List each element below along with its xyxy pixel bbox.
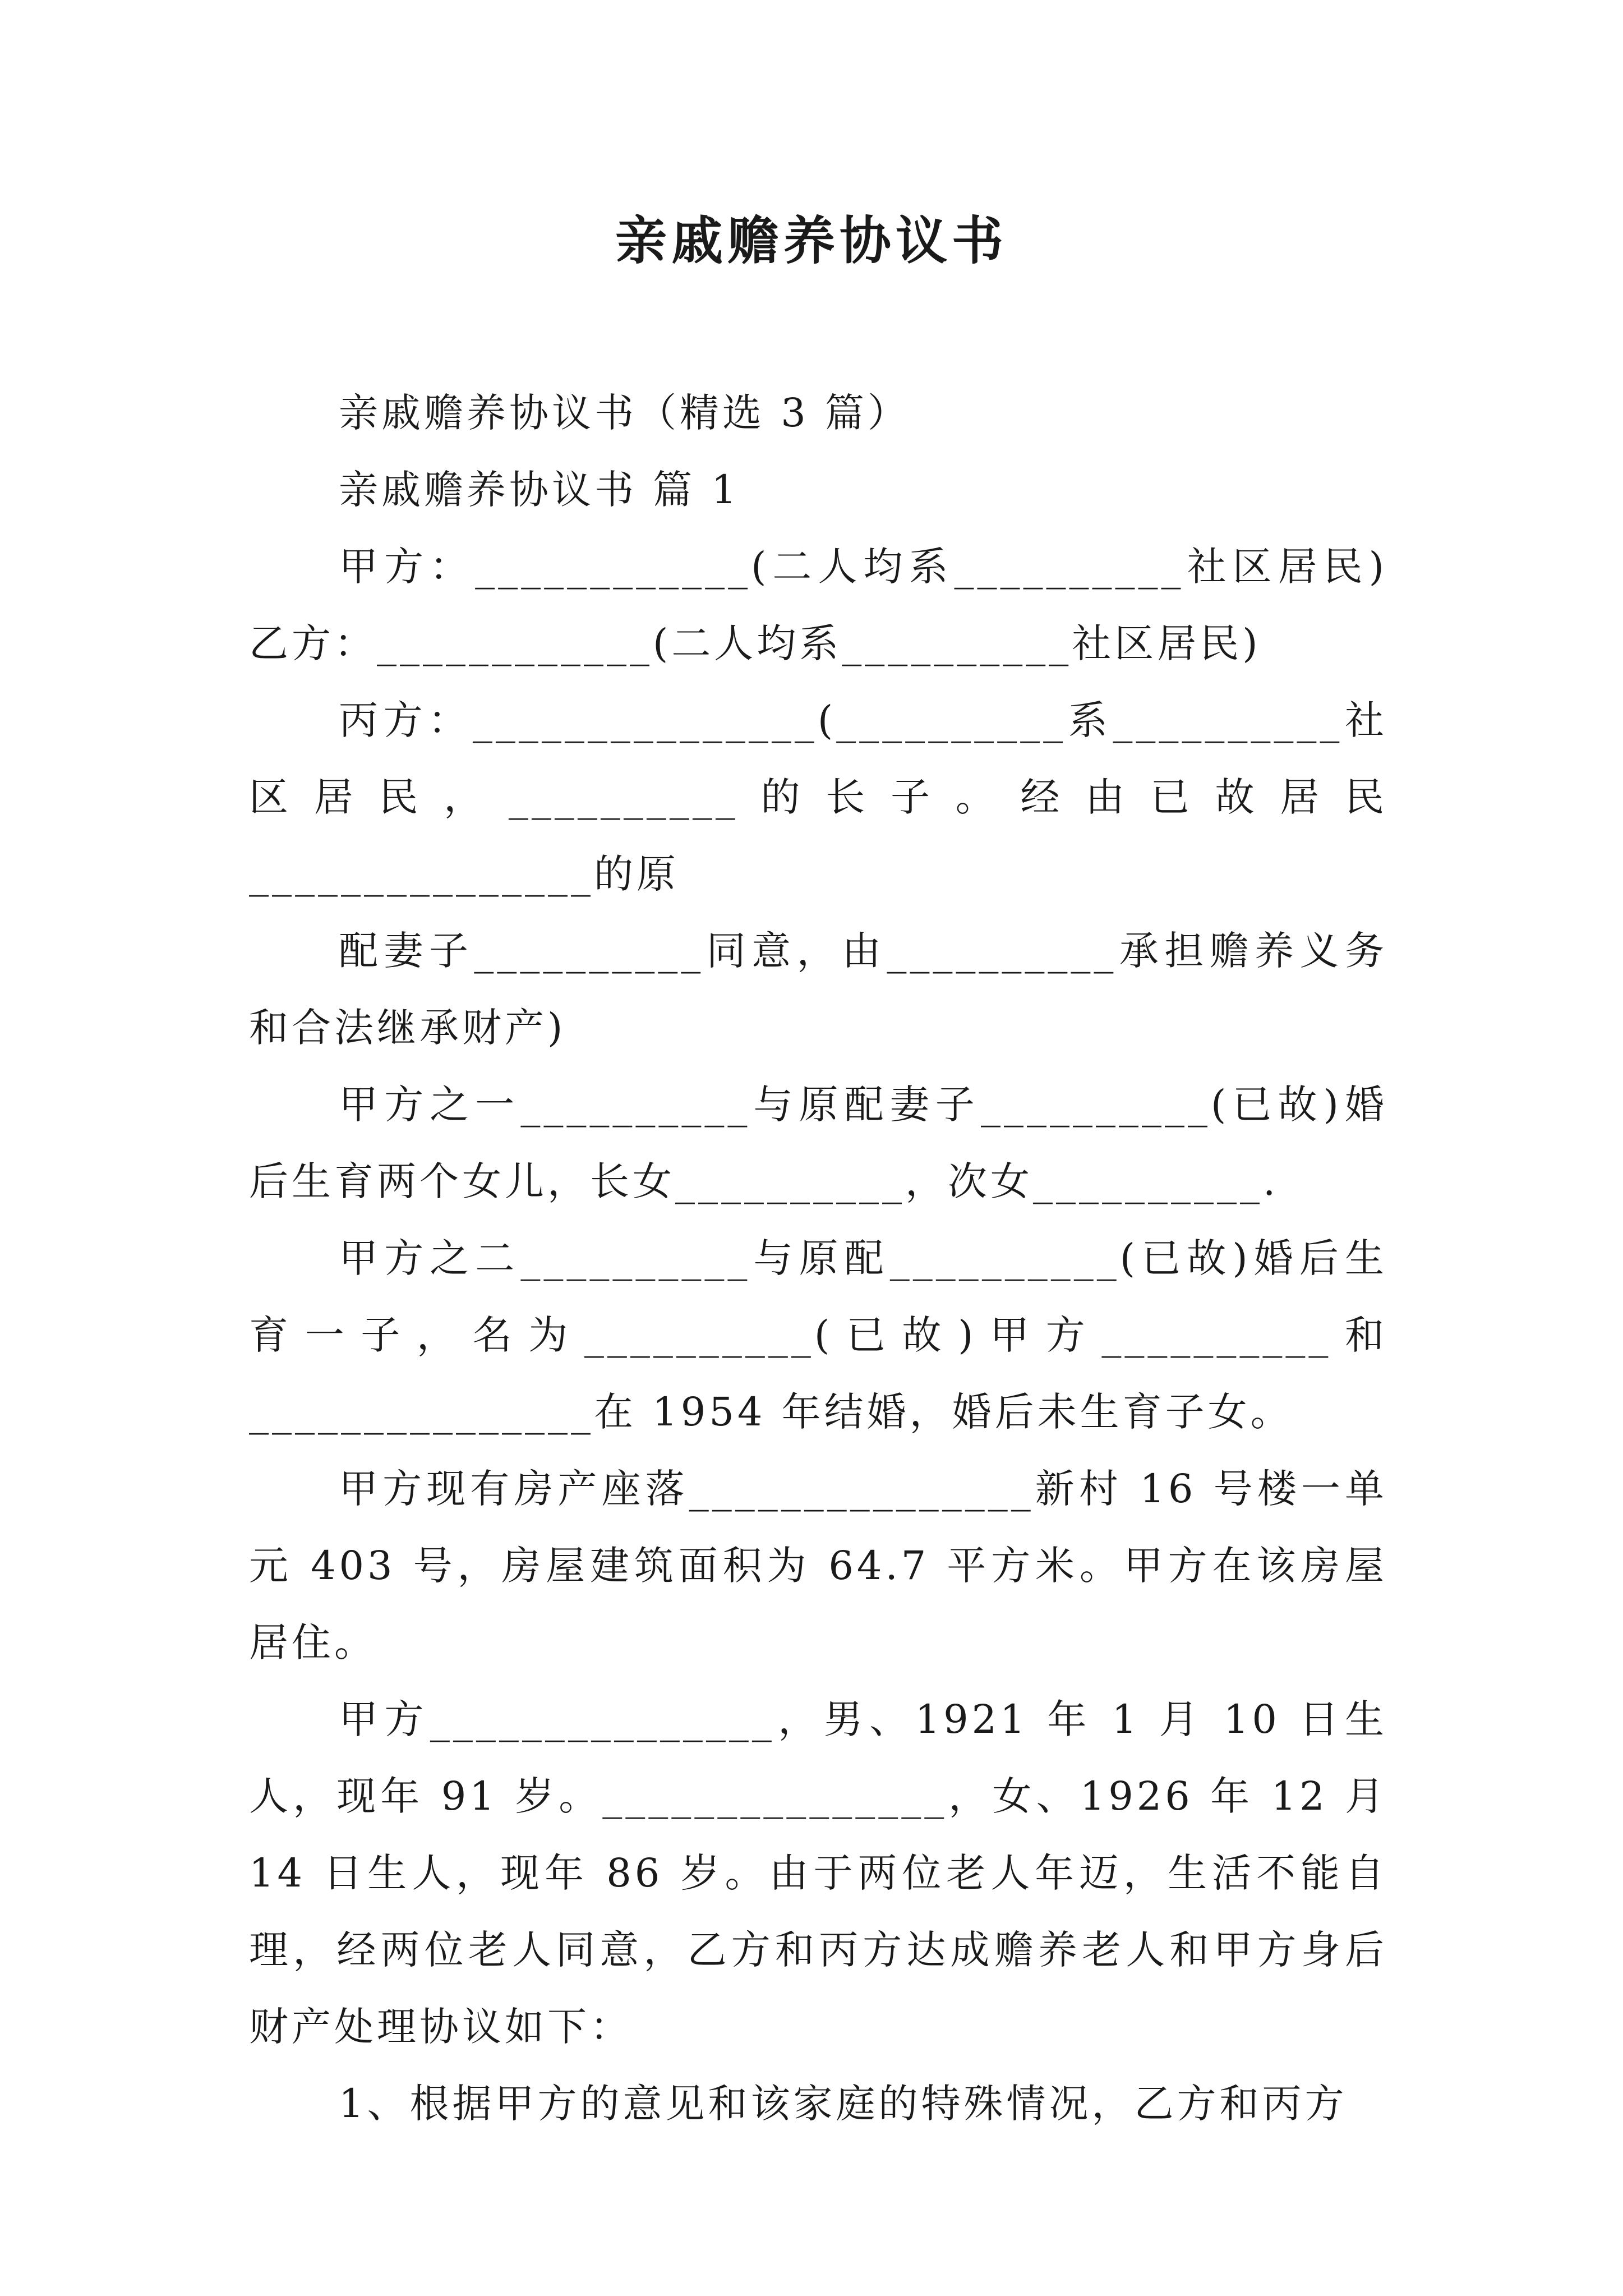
party-c-paragraph: 丙方：_______________(__________系__________社区居民，__________的长子。经由已故居民_______________的原: [249, 697, 1387, 897]
document-title: 亲戚赡养协议书: [615, 211, 1008, 271]
party-a-b-paragraph: 甲方：____________(二人均系__________社区居民)乙方：____________(二人均系__________社区居民): [249, 544, 1387, 666]
party-a-one-paragraph: 甲方之一__________与原配妻子__________(已故)婚后生育两个女儿，长女__________，次女__________.: [249, 1082, 1387, 1204]
section-heading: 亲戚赡养协议书 篇 1: [339, 467, 740, 513]
property-paragraph: 甲方现有房产座落_______________新村 16 号楼一单元 403 号，房屋建筑面积为 64.7 平方米。甲方在该房屋居住。: [249, 1466, 1387, 1665]
party-a-details-paragraph: 甲方_______________，男、1921 年 1 月 10 日生人，现年 91 岁。_______________，女、1926 年 12 月 14 日生人，现年 86 岁。由于两位老人年迈，生活不能自理，经两位老人同意，乙方和丙方达成赡养老人和甲方身后财产处理协议如下：: [249, 1696, 1404, 2050]
document-body: [249, 375, 1404, 2142]
subtitle-paragraph: 亲戚赡养协议书（精选 3 篇）: [339, 390, 911, 436]
clause-1-paragraph: 1、根据甲方的意见和该家庭的特殊情况，乙方和丙方: [339, 2081, 1348, 2127]
party-c-continued-paragraph: 配妻子__________同意，由__________承担赡养义务和合法继承财产): [249, 928, 1387, 1051]
party-a-two-paragraph: 甲方之二__________与原配__________(已故)婚后生育一子，名为__________(已故)甲方__________和_______________在 1954 年结婚，婚后未生育子女。: [249, 1235, 1387, 1435]
